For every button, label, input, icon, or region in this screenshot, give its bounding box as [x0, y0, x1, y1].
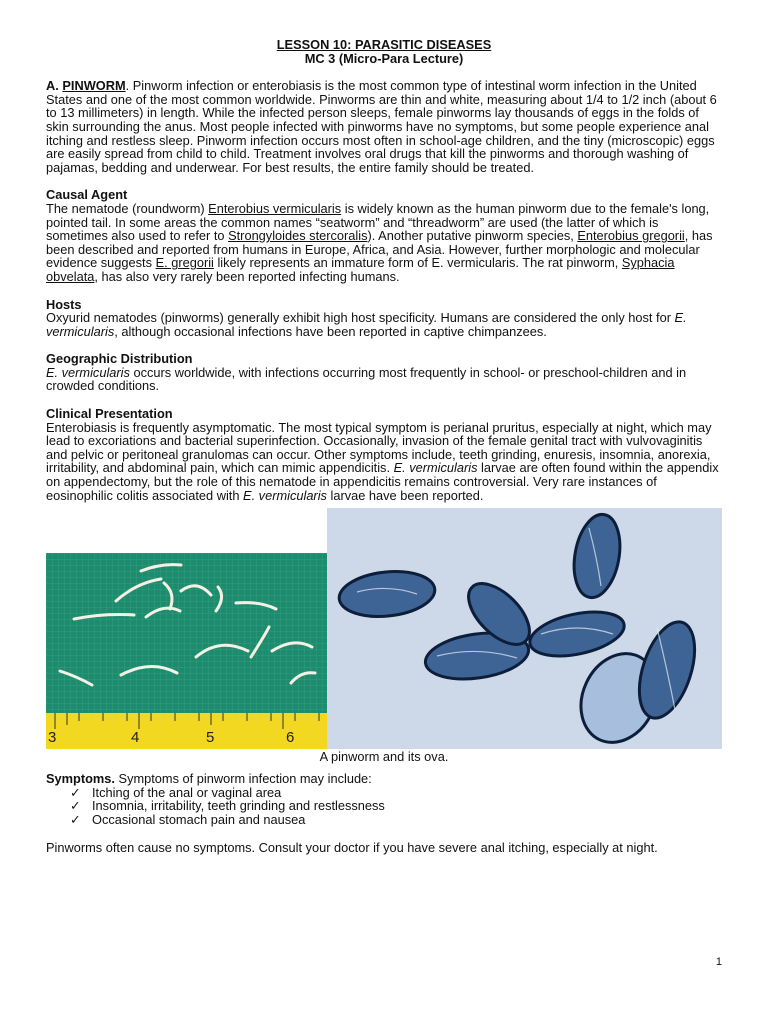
document-page [46, 38, 722, 854]
causal-text: The nematode (roundworm) Enterobius vermicularis is widely known as the human pinworm due to the female's long, pointed tail. In some areas the common names “seatworm” and “threadworm” are used (the latter of which is sometimes also used to refer to Strongyloides stercoralis). Another putative pinworm species, Enterobius gregorii, has been described and reported from humans in Europe, Africa, and Asia. However, further morphologic and molecular evidence suggests E. gregorii likely represents an immature form of E. vermicularis. The rat pinworm, Syphacia obvelata, has also very rarely been reported infecting humans. [46, 200, 713, 284]
check-icon: ✓ [70, 798, 81, 814]
pinworm-ova-photo [327, 508, 722, 749]
hosts-heading: Hosts [46, 296, 82, 312]
symptoms-line [46, 772, 722, 786]
causal-heading: Causal Agent [46, 187, 128, 203]
geo-heading: Geographic Distribution [46, 351, 193, 367]
link-strongyloides: Strongyloides stercoralis [228, 228, 368, 244]
ruler-number-6: 6 [286, 729, 295, 747]
link-enterobius: Enterobius vermicularis [208, 200, 342, 216]
intro-text: . Pinworm infection or enterobiasis is the most common type of intestinal worm infection in the United States and one of the most common worldwide. Pinworms are thin and white, measuring about 1/4 to 1/2 inch (about 6 to 13 millimeters) in length. While the infected person sleeps, female pinworms lay thousands of eggs in the folds of skin surrounding the anus. Most people infected with pinworms have no symptoms, but some people experience anal itching and restless sleep. Pinworm infection occurs most often in school-age children, and the tiny (microscopic) eggs are easily spread from child to child. Treatment involves oral drugs that kill the pinworms and thorough washing of pajamas, bedding and underwear. For best results, the entire family should be treated. [46, 78, 717, 175]
symptoms-intro: Symptoms of pinworm infection may include: [114, 771, 372, 787]
pinworm-term: PINWORM [62, 78, 126, 94]
lesson-title: LESSON 10: PARASITIC DISEASES [276, 37, 492, 52]
list-item: ✓ Itching of the anal or vaginal area [70, 784, 282, 800]
link-gregorii: Enterobius gregorii [577, 228, 685, 244]
pinworm-figure [46, 508, 722, 765]
ruler-number-3: 3 [48, 729, 57, 747]
symptoms-heading: Symptoms. [46, 771, 115, 787]
link-syphacia: Syphacia obvelata [46, 255, 675, 284]
check-icon: ✓ [70, 812, 81, 827]
geo-text: E. vermicularis occurs worldwide, with infections occurring most frequently in school- or preschool-children and in crowded conditions. [46, 364, 687, 394]
pinworm-intro [46, 79, 722, 174]
pinworm-photo [46, 553, 327, 749]
list-item: ✓ Occasional stomach pain and nausea [70, 812, 306, 827]
figure-caption: A pinworm and its ova. [319, 749, 449, 765]
lesson-subtitle: MC 3 (Micro-Para Lecture) [304, 50, 464, 66]
check-icon: ✓ [70, 784, 81, 800]
symptoms-list [46, 786, 722, 827]
ova-graphic [327, 508, 722, 749]
page-number: 1 [715, 956, 722, 968]
clinical-heading: Clinical Presentation [46, 406, 173, 422]
section-label: A. [46, 78, 63, 94]
list-item: ✓ Insomnia, irritability, teeth grinding and restlessness [70, 798, 385, 814]
ruler-number-5: 5 [206, 729, 215, 747]
link-e-gregorii: E. gregorii [155, 255, 214, 271]
ruler-number-4: 4 [131, 729, 140, 747]
symptoms-closing: Pinworms often cause no symptoms. Consult your doctor if you have severe anal itching, especially at night. [46, 839, 658, 855]
clinical-text: Enterobiasis is frequently asymptomatic. The most typical symptom is perianal pruritus, especially at night, which may lead to excoriations and bacterial superinfection. Occasionally, invasion of the female genital tract with vulvovaginitis and pelvic or peritoneal granulomas can occur. Other symptoms include, teeth grinding, enuresis, insomnia, anorexia, irritability, and abdominal pain, which can mimic appendicitis. E. vermicularis larvae are often found within the appendix on appendectomy, but the role of this nematode in appendicitis remains controversial. Very rare instances of eosinophilic colitis associated with E. vermicularis larvae have been reported. [46, 419, 719, 503]
hosts-text: Oxyurid nematodes (pinworms) generally exhibit high host specificity. Humans are considered the only host for E. vermicularis, although occasional infections have been reported in captive chimpanzees. [46, 310, 687, 339]
pinworm-photo-graphic [46, 553, 327, 749]
